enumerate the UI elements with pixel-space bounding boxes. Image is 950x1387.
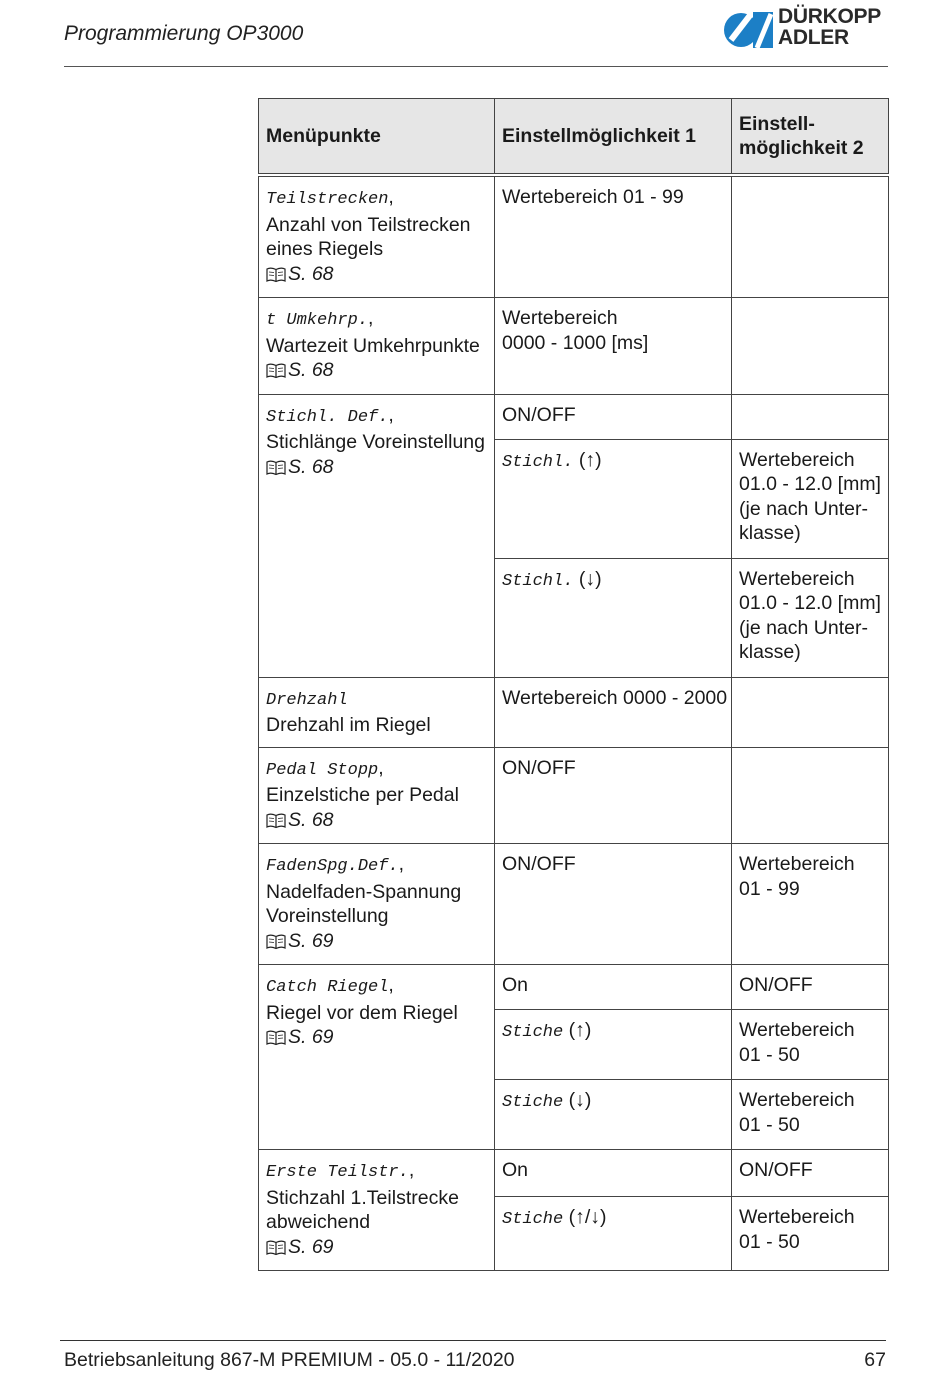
option2-cell <box>732 677 889 747</box>
page-reference: S. 69 <box>288 1235 334 1258</box>
page-number: 67 <box>864 1349 886 1371</box>
menu-description: Anzahl von Teilstrecken eines Riegels <box>266 213 471 260</box>
menu-code: Erste Teilstr. <box>266 1163 409 1182</box>
book-icon <box>266 1238 288 1263</box>
book-icon <box>266 932 288 957</box>
menu-code: Drehzahl <box>266 690 348 710</box>
option1-cell <box>495 1197 732 1271</box>
option1-cell: ON/OFF <box>495 747 732 844</box>
table-row <box>259 175 889 298</box>
sub-code: Stiche <box>502 1210 564 1230</box>
option1-cell: On <box>495 1150 732 1197</box>
menu-description: Nadelfaden-Spannung Voreinstellung <box>266 880 462 927</box>
page-reference: S. 68 <box>288 455 334 478</box>
option2-cell: ON/OFF <box>732 965 889 1010</box>
option2-cell: Wertebereich 01 - 50 <box>732 1197 889 1271</box>
menu-item-cell: Stichl. Def., Stichlänge Voreinstellung S. 68 <box>259 394 495 677</box>
arrow-indicator: (↑) <box>578 448 602 471</box>
option2-cell <box>732 394 889 439</box>
column-header-einstellmoeglichkeit-2: Einstell- möglichkeit 2 <box>732 99 889 176</box>
footer-divider <box>60 1340 886 1341</box>
menu-item-cell: Teilstrecken, Anzahl von Teilstrecken eines Riegels S. 68 <box>259 175 495 298</box>
option1-cell: Wertebereich 01 - 99 <box>495 175 732 298</box>
option1-cell: ON/OFF <box>495 394 732 439</box>
option2-cell: Wertebereich 01.0 - 12.0 [mm] (je nach Unter-klasse) <box>732 558 889 677</box>
arrow-indicator: (↑/↓) <box>568 1206 607 1229</box>
table-row <box>259 677 889 747</box>
sub-code: Stichl. <box>502 571 574 591</box>
column-header-menupunkte: Menüpunkte <box>259 99 495 176</box>
table-row <box>259 394 889 439</box>
menu-item-cell: Pedal Stopp, Einzelstiche per Pedal S. 68 <box>259 747 495 844</box>
book-icon <box>266 361 288 386</box>
page-header-title: Programmierung OP3000 <box>64 22 304 45</box>
menu-settings-table <box>258 98 889 1271</box>
table-row <box>259 1150 889 1197</box>
option2-cell: ON/OFF <box>732 1150 889 1197</box>
menu-code: t Umkehrp. <box>266 311 369 330</box>
option2-cell <box>732 298 889 395</box>
page-reference: S. 68 <box>288 359 334 381</box>
menu-item-cell: t Umkehrp., Wartezeit Umkehrpunkte S. 68 <box>259 298 495 395</box>
duerkopp-adler-logo <box>723 6 893 52</box>
table-header-row <box>259 99 889 176</box>
option2-cell: Wertebereich 01 - 50 <box>732 1010 889 1080</box>
menu-item-cell: Erste Teilstr., Stichzahl 1.Teilstrecke abweichend S. 69 <box>259 1150 495 1271</box>
option2-cell: Wertebereich 01 - 99 <box>732 844 889 965</box>
arrow-indicator: (↓) <box>578 567 602 590</box>
option1-cell <box>495 558 732 677</box>
menu-item-cell: FadenSpg.Def., Nadelfaden-Spannung Voreinstellung S. 69 <box>259 844 495 965</box>
menu-item-cell: Catch Riegel, Riegel vor dem Riegel S. 69 <box>259 965 495 1150</box>
option2-cell <box>732 747 889 844</box>
menu-code: Stichl. Def. <box>266 407 389 427</box>
book-icon <box>266 458 288 483</box>
logo-mark-icon <box>723 8 775 52</box>
page-reference: S. 69 <box>288 1026 334 1048</box>
option1-cell <box>495 1010 732 1080</box>
menu-code: Catch Riegel <box>266 978 389 997</box>
menu-item-cell <box>259 677 495 747</box>
table-row <box>259 844 889 965</box>
option1-cell: On <box>495 965 732 1010</box>
header-divider <box>64 66 888 67</box>
book-icon <box>266 265 288 290</box>
option2-cell <box>732 175 889 298</box>
option1-cell: Wertebereich 0000 - 1000 [ms] <box>495 298 732 395</box>
logo-text-line2: ADLER <box>778 26 849 49</box>
logo-text-line1: DÜRKOPP <box>778 5 881 28</box>
option1-cell: ON/OFF <box>495 844 732 965</box>
menu-description: Riegel vor dem Riegel <box>266 1001 458 1024</box>
book-icon <box>266 811 288 836</box>
arrow-indicator: (↑) <box>568 1019 592 1041</box>
option1-cell: Wertebereich 0000 - 2000 <box>495 677 732 747</box>
menu-code: FadenSpg.Def. <box>266 857 399 876</box>
book-icon <box>266 1028 288 1053</box>
page-reference: S. 68 <box>288 808 334 831</box>
menu-code: Pedal Stopp <box>266 760 379 780</box>
menu-code: Teilstrecken <box>266 190 389 209</box>
menu-description: Einzelstiche per Pedal <box>266 784 459 806</box>
table-row <box>259 298 889 395</box>
table-row <box>259 965 889 1010</box>
option1-cell <box>495 1080 732 1150</box>
menu-description: Stichzahl 1.Teilstrecke abweichend <box>266 1186 459 1233</box>
option2-cell: Wertebereich 01 - 50 <box>732 1080 889 1150</box>
page-reference: S. 68 <box>288 262 334 285</box>
sub-code: Stiche <box>502 1023 564 1042</box>
column-header-einstellmoeglichkeit-1: Einstellmöglichkeit 1 <box>495 99 732 176</box>
menu-description: Drehzahl im Riegel <box>266 714 431 736</box>
menu-description: Stichlänge Voreinstellung <box>266 431 485 453</box>
sub-code: Stiche <box>502 1093 564 1112</box>
table-row <box>259 747 889 844</box>
option1-cell <box>495 439 732 558</box>
menu-description: Wartezeit Umkehrpunkte <box>266 334 480 357</box>
footer-document-info: Betriebsanleitung 867-M PREMIUM - 05.0 - 11/2020 <box>64 1349 515 1371</box>
option2-cell: Wertebereich 01.0 - 12.0 [mm] (je nach Unter-klasse) <box>732 439 889 558</box>
sub-code: Stichl. <box>502 452 574 472</box>
page-reference: S. 69 <box>288 929 334 952</box>
arrow-indicator: (↓) <box>568 1089 592 1111</box>
